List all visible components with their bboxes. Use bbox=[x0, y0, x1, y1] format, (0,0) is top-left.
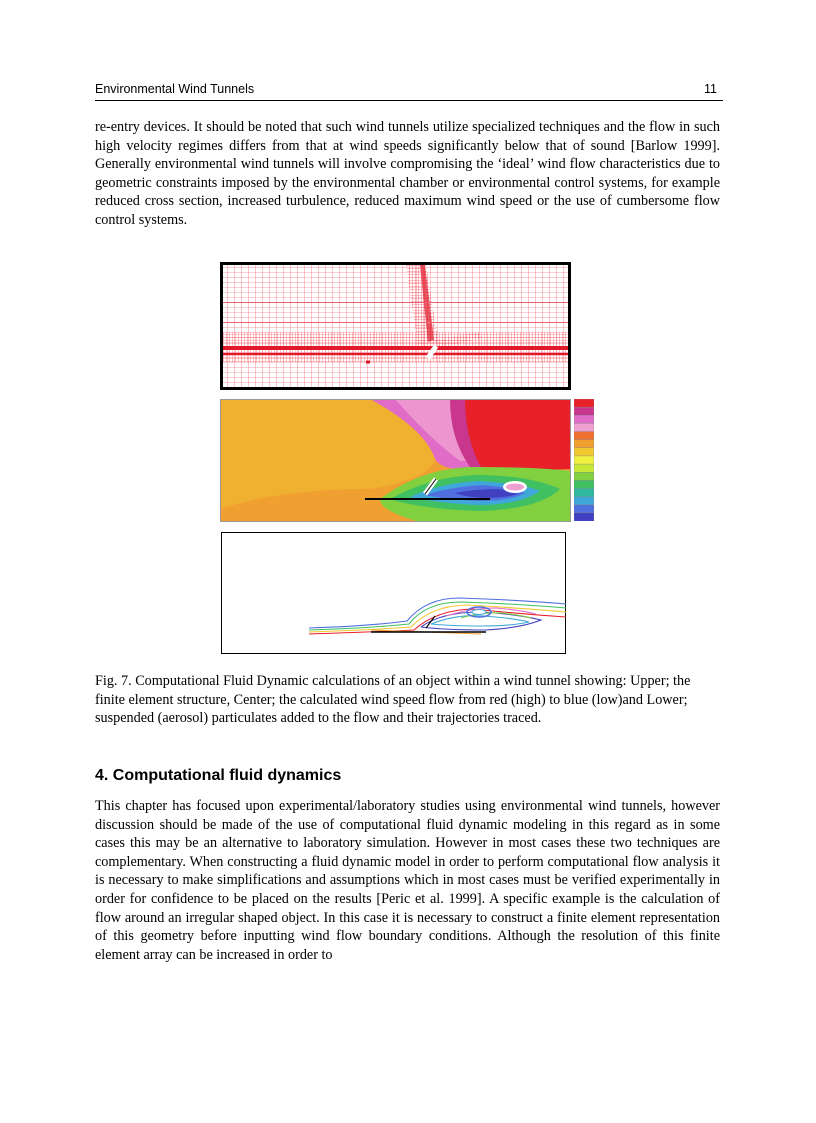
scale-swatch bbox=[574, 472, 594, 480]
page-number: 11 bbox=[704, 82, 717, 96]
running-header-title: Environmental Wind Tunnels bbox=[95, 82, 255, 96]
scale-swatch bbox=[574, 415, 594, 423]
scale-swatch bbox=[574, 456, 594, 464]
running-header bbox=[95, 80, 723, 101]
figure-trajectory-panel bbox=[221, 532, 566, 654]
body-paragraph-2: This chapter has focused upon experimental/laboratory studies using environmental wind tunnels, however discussion should be made of the use of computational fluid dynamic modeling in this regard as in some cases this may be an alternative to laboratory simulation. However in most cases these two techniques are complementary. When constructing a fluid dynamic model in order to perform computational flow analysis it is necessary to make simplifications and assumptions which in most cases must be verified experimentally in order for confidence to be placed on the results [Peric et al. 1999]. A specific example is the calculation of flow around an irregular shaped object. In this case it is necessary to construct a finite element representation of this geometry before inputting wind flow boundary conditions. Although the resolution of this finite element array can be increased in order to bbox=[95, 798, 720, 963]
figure-mesh-panel bbox=[220, 262, 571, 390]
figure-caption: Fig. 7. Computational Fluid Dynamic calculations of an object within a wind tunnel showing: Upper; the finite element structure, Center; the calculated wind speed flow from red (high) to blue (low)and Lower; suspended (aerosol) particulates added to the flow and their trajectories traced. bbox=[95, 673, 691, 727]
scale-swatch bbox=[574, 513, 594, 521]
scale-swatch bbox=[574, 480, 594, 488]
body-paragraph-1: re-entry devices. It should be noted that such wind tunnels utilize specialized techniques and the flow in such high velocity regimes differs from that at wind speeds significantly below that of sound [Barlow 1999]. Generally environmental wind tunnels will involve compromising the ‘ideal’ wind flow characteristics due to geometric constraints imposed by the environmental chamber or environmental control systems, for example reduced cross section, increased turbulence, reduced maximum wind speed or the use of cumbersome flow control systems. bbox=[95, 119, 720, 228]
contour-graphic bbox=[220, 399, 571, 522]
scale-swatch bbox=[574, 497, 594, 505]
mesh-graphic bbox=[220, 262, 571, 390]
scale-swatch bbox=[574, 432, 594, 440]
figure-contour-panel bbox=[220, 399, 571, 522]
color-scale-bar bbox=[574, 399, 594, 521]
scale-swatch bbox=[574, 488, 594, 496]
scale-swatch bbox=[574, 464, 594, 472]
scale-swatch bbox=[574, 399, 594, 407]
scale-swatch bbox=[574, 505, 594, 513]
scale-swatch bbox=[574, 407, 594, 415]
scale-swatch bbox=[574, 440, 594, 448]
color-scale-graphic bbox=[574, 399, 594, 521]
scale-swatch bbox=[574, 423, 594, 431]
scale-swatch bbox=[574, 448, 594, 456]
trajectory-graphic bbox=[221, 532, 566, 654]
section-heading: 4. Computational fluid dynamics bbox=[95, 767, 342, 784]
